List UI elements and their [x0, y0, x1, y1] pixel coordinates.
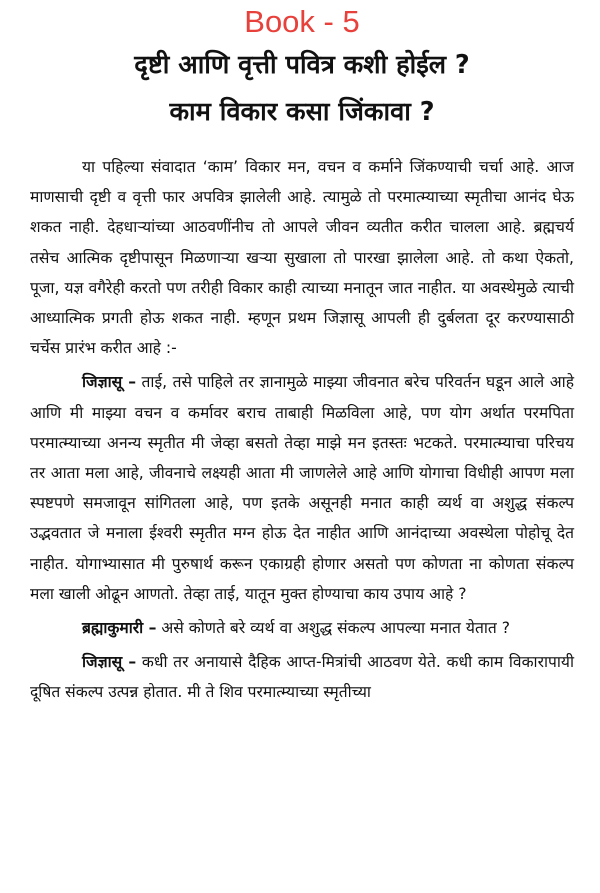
intro-paragraph: या पहिल्या संवादात ‘काम’ विकार मन, वचन व कर्माने जिंकण्याची चर्चा आहे. आज माणसाची दृष्टी व वृत्ती फार अपवित्र झालेली आहे. त्यामुळे तो परमात्म्याच्या स्मृतीचा आनंद घेऊ शकत नाही. देहधाऱ्यांच्या आठवणींनीच तो आपले जीवन व्यतीत करीत चालला आहे. ब्रह्मचर्य तसेच आत्मिक दृष्टीपासून मिळणाऱ्या खऱ्या सुखाला तो पारखा झालेला आहे. तो कथा ऐकतो, पूजा, यज्ञ वगैरेही करतो पण तरीही विकार काही त्याच्या मनातून जात नाहीत. या अवस्थेमुळे त्याची आध्यात्मिक प्रगती होऊ शकत नाही. म्हणून प्रथम जिज्ञासू आपली ही दुर्बलता दूर करण्यासाठी चर्चेस प्रारंभ करीत आहे :- [30, 158, 574, 358]
dialogue-text-3: कधी तर अनायासे दैहिक आप्त-मित्रांची आठवण येते. कधी काम विकारापायी दूषित संकल्प उत्पन्न होतात. मी ते शिव परमात्म्याच्या स्मृतीच्या [30, 653, 574, 702]
chapter-title-line-2: काम विकार कसा जिंकावा ? [169, 97, 435, 127]
speaker-label-brahmakumari: ब्रह्माकुमारी – [82, 619, 157, 638]
dialogue-paragraph-2 [30, 613, 574, 643]
dialogue-text-2: असे कोणते बरे व्यर्थ वा अशुद्ध संकल्प आपल्या मनात येतात ? [156, 619, 510, 638]
dialogue-text-1: ताई, तसे पाहिले तर ज्ञानामुळे माझ्या जीवनात बरेच परिवर्तन घडून आले आहे आणि मी माझ्या वचन व कर्मावर बराच ताबाही मिळविला आहे, पण योग अर्थात परमपिता परमात्म्याच्या अनन्य स्मृतीत मी जेव्हा बसतो तेव्हा माझे मन इतस्तः भटकते. परमात्म्याचा परिचय तर आता मला आहे, जीवनाचे लक्ष्यही आता मी जाणलेले आहे आणि योगाचा विधीही आपण मला स्पष्टपणे समजावून सांगितला आहे, पण इतके असूनही मनात काही व्यर्थ वा अशुद्ध संकल्प उद्भवतात जे मनाला ईश्वरी स्मृतीत मग्न होऊ देत नाहीत आणि आनंदाच्या अवस्थेला पोहोचू देत नाहीत. योगाभ्यासात मी पुरुषार्थ करून एकाग्रही होणार असतो पण कोणता ना कोणता संकल्प मला खाली ओढून आणतो. तेव्हा ताई, यातून मुक्त होण्याचा काय उपाय आहे ? [30, 373, 574, 603]
dialogue-paragraph-3 [30, 647, 574, 707]
dialogue-paragraph-1 [30, 367, 574, 609]
book-label: Book - 5 [244, 4, 360, 39]
speaker-label-jigyasu: जिज्ञासू – [82, 373, 136, 392]
chapter-title-line-1: दृष्टी आणि वृत्ती पवित्र कशी होईल ? [134, 50, 470, 80]
speaker-label-jigyasu: जिज्ञासू – [82, 653, 137, 672]
